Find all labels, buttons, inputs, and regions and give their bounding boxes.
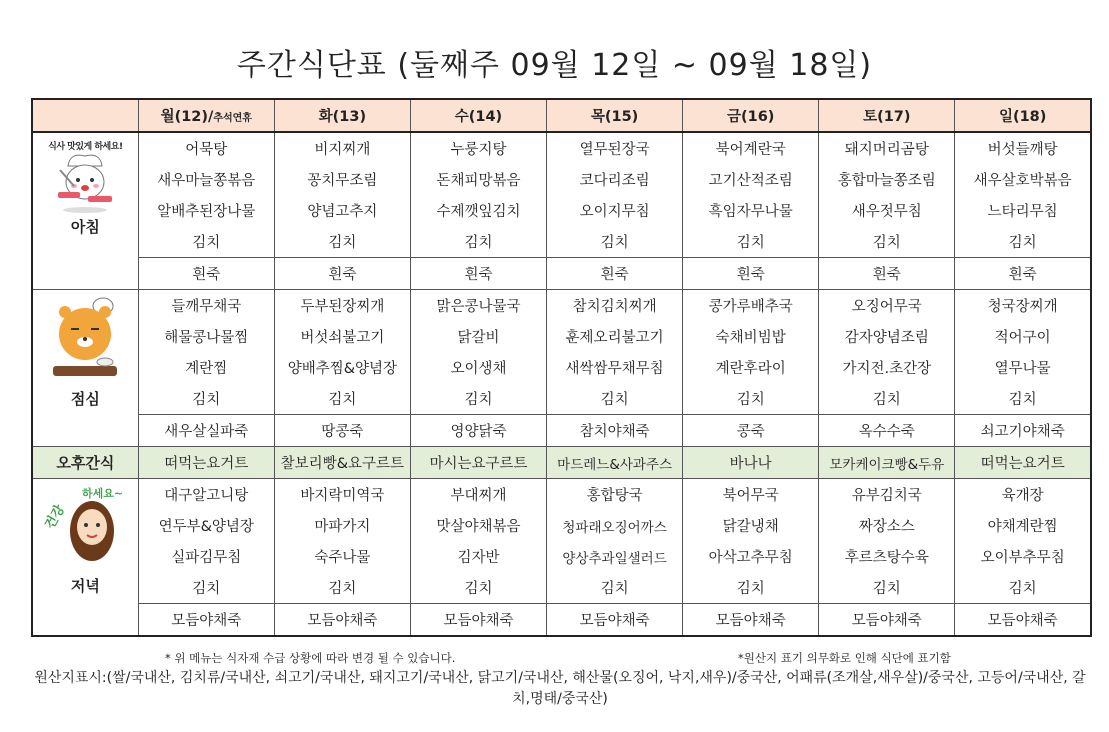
- lunch-item: 김치: [547, 383, 683, 415]
- dinner-porridge: 모듬야채죽: [410, 604, 546, 637]
- dinner-item: 야채계란찜: [955, 510, 1091, 541]
- lunch-item: 계란찜: [138, 352, 274, 383]
- dinner-item: 대구알고니탕: [138, 479, 274, 511]
- day-header-thu: 목(15): [547, 99, 683, 132]
- lunch-item: 참치김치찌개: [547, 290, 683, 322]
- lunch-item: 김치: [410, 383, 546, 415]
- breakfast-porridge: 흰죽: [547, 258, 683, 290]
- breakfast-item: 비지찌개: [274, 132, 410, 164]
- dinner-item: 아삭고추무침: [683, 541, 819, 572]
- breakfast-item: 양념고추지: [274, 195, 410, 226]
- breakfast-item: 느타리무침: [955, 195, 1091, 226]
- dinner-item: 마파가지: [274, 510, 410, 541]
- dinner-item: 짜장소스: [819, 510, 955, 541]
- lunch-item: 가지전.초간장: [819, 352, 955, 383]
- dinner-item: 부대찌개: [410, 479, 546, 511]
- breakfast-item: 김치: [547, 226, 683, 258]
- lunch-porridge: 새우살실파죽: [138, 415, 274, 447]
- lunch-item: 김치: [138, 383, 274, 415]
- day-header-sat: 토(17): [819, 99, 955, 132]
- lunch-item: 두부된장찌개: [274, 290, 410, 322]
- lunch-item: 닭갈비: [410, 321, 546, 352]
- breakfast-item: 버섯들깨탕: [955, 132, 1091, 164]
- dinner-item: 홍합탕국: [547, 479, 683, 511]
- lunch-item: 숙채비빔밥: [683, 321, 819, 352]
- origin-label-note: *원산지 표기 의무화로 인해 식단에 표기함: [738, 651, 951, 665]
- lunch-item: 오이생채: [410, 352, 546, 383]
- day-header-row: [32, 99, 1091, 132]
- day-header-fri: 금(16): [683, 99, 819, 132]
- breakfast-item: 김치: [274, 226, 410, 258]
- day-header-mon: [138, 99, 274, 132]
- lunch-item: 맑은콩나물국: [410, 290, 546, 322]
- day-header-sun: 일(18): [955, 99, 1091, 132]
- dinner-porridge: 모듬야채죽: [683, 604, 819, 637]
- page-title: 주간식단표 (둘째주 09월 12일 ~ 09월 18일): [236, 48, 873, 83]
- lunch-item: 콩가루배추국: [683, 290, 819, 322]
- lunch-item: 양배추찜&양념장: [274, 352, 410, 383]
- breakfast-porridge: 흰죽: [819, 258, 955, 290]
- breakfast-item: 김치: [683, 226, 819, 258]
- dinner-item: 김치: [410, 572, 546, 604]
- lunch-row-2: [32, 321, 1091, 352]
- breakfast-item: 돼지머리곰탕: [819, 132, 955, 164]
- breakfast-item: 꽁치무조림: [274, 164, 410, 195]
- breakfast-item: 오이지무침: [547, 195, 683, 226]
- lunch-porridge: 영양닭죽: [410, 415, 546, 447]
- breakfast-porridge: 흰죽: [683, 258, 819, 290]
- breakfast-label-cell: [32, 132, 138, 290]
- dinner-row-4: [32, 572, 1091, 604]
- lunch-item: 김치: [683, 383, 819, 415]
- breakfast-item: 북어계란국: [683, 132, 819, 164]
- lunch-porridge: 참치야채죽: [547, 415, 683, 447]
- breakfast-porridge: 흰죽: [410, 258, 546, 290]
- breakfast-item: 고기산적조림: [683, 164, 819, 195]
- dinner-item: 김치: [683, 572, 819, 604]
- lunch-item: 버섯쇠불고기: [274, 321, 410, 352]
- dinner-item: 육개장: [955, 479, 1091, 511]
- breakfast-item: 새우마늘쫑볶음: [138, 164, 274, 195]
- dinner-label-cell: [32, 479, 138, 637]
- dinner-item: 양상추과일샐러드: [547, 541, 683, 572]
- dinner-item: 유부김치국: [819, 479, 955, 511]
- day-header-wed: 수(14): [410, 99, 546, 132]
- girl-character-icon: [42, 483, 128, 573]
- lunch-item: 김치: [819, 383, 955, 415]
- lunch-item: 김치: [955, 383, 1091, 415]
- snack-label: 오후간식: [32, 447, 138, 479]
- breakfast-item: 알배추된장나물: [138, 195, 274, 226]
- breakfast-porridge-row: [32, 258, 1091, 290]
- breakfast-item: 새우살호박볶음: [955, 164, 1091, 195]
- lunch-porridge: 쇠고기야채죽: [955, 415, 1091, 447]
- holiday-note: 추석연휴: [213, 113, 252, 124]
- dinner-item: 김치: [274, 572, 410, 604]
- lunch-item: 들깨무채국: [138, 290, 274, 322]
- breakfast-item: 김치: [410, 226, 546, 258]
- snack-item: 마드레느&사과주스: [547, 447, 683, 479]
- breakfast-porridge: 흰죽: [955, 258, 1091, 290]
- dinner-porridge: 모듬야채죽: [547, 604, 683, 637]
- chef-character-icon: [50, 152, 120, 214]
- breakfast-porridge: 흰죽: [138, 258, 274, 290]
- lunch-porridge: 땅콩죽: [274, 415, 410, 447]
- breakfast-item: 김치: [819, 226, 955, 258]
- breakfast-item: 김치: [138, 226, 274, 258]
- dinner-item: 바지락미역국: [274, 479, 410, 511]
- lunch-porridge: 콩죽: [683, 415, 819, 447]
- dinner-item: 오이부추무침: [955, 541, 1091, 572]
- lunch-item: 청국장찌개: [955, 290, 1091, 322]
- dinner-row-2: [32, 510, 1091, 541]
- dinner-greeting-art: 건강: [42, 502, 69, 532]
- breakfast-item: 어묵탕: [138, 132, 274, 164]
- breakfast-row-1: [32, 132, 1091, 164]
- snack-item: 마시는요구르트: [410, 447, 546, 479]
- lunch-row-3: [32, 352, 1091, 383]
- dinner-label: 저녁: [70, 577, 100, 595]
- breakfast-item: 열무된장국: [547, 132, 683, 164]
- breakfast-label: 아침: [70, 218, 100, 236]
- lunch-porridge-row: [32, 415, 1091, 447]
- lunch-item: 새싹쌈무채무침: [547, 352, 683, 383]
- dinner-item: 북어무국: [683, 479, 819, 511]
- dinner-item: 김치: [138, 572, 274, 604]
- snack-item: 바나나: [683, 447, 819, 479]
- lunch-item: 적어구이: [955, 321, 1091, 352]
- breakfast-row-4: [32, 226, 1091, 258]
- day-header-tue: 화(13): [274, 99, 410, 132]
- dinner-item: 연두부&양념장: [138, 510, 274, 541]
- snack-row: [32, 447, 1091, 479]
- dinner-porridge: 모듬야채죽: [138, 604, 274, 637]
- breakfast-item: 수제깻잎김치: [410, 195, 546, 226]
- lunch-row-4: [32, 383, 1091, 415]
- snack-item: 모카케이크빵&두유: [819, 447, 955, 479]
- breakfast-item: 흑임자무나물: [683, 195, 819, 226]
- snack-item: 떠먹는요거트: [138, 447, 274, 479]
- breakfast-banner-text: 식사 맛있게 하세요!: [48, 142, 123, 152]
- dinner-porridge: 모듬야채죽: [955, 604, 1091, 637]
- lunch-item: 훈제오리불고기: [547, 321, 683, 352]
- dinner-item: 김치: [955, 572, 1091, 604]
- lunch-item: 해물콩나물찜: [138, 321, 274, 352]
- breakfast-item: 누룽지탕: [410, 132, 546, 164]
- breakfast-item: 김치: [955, 226, 1091, 258]
- header-corner: [32, 99, 138, 132]
- lunch-item: 오징어무국: [819, 290, 955, 322]
- dinner-item: 후르츠탕수육: [819, 541, 955, 572]
- lunch-item: 감자양념조림: [819, 321, 955, 352]
- lion-character-icon: [49, 296, 121, 382]
- lunch-item: 열무나물: [955, 352, 1091, 383]
- dinner-row-3: [32, 541, 1091, 572]
- lunch-item: 김치: [274, 383, 410, 415]
- breakfast-row-2: [32, 164, 1091, 195]
- dinner-greeting-art: 하세요~: [82, 487, 124, 500]
- breakfast-item: 새우젓무침: [819, 195, 955, 226]
- snack-item: 떠먹는요거트: [955, 447, 1091, 479]
- dinner-item: 김치: [819, 572, 955, 604]
- dinner-item: 김자반: [410, 541, 546, 572]
- dinner-item: 실파김무침: [138, 541, 274, 572]
- menu-change-note: * 위 메뉴는 식자재 수급 상황에 따라 변경 될 수 있습니다.: [165, 651, 456, 665]
- dinner-porridge: 모듬야채죽: [819, 604, 955, 637]
- dinner-porridge-row: [32, 604, 1091, 637]
- dinner-item: 김치: [547, 572, 683, 604]
- day-label: 월(12)/: [160, 109, 214, 125]
- dinner-item: 숙주나물: [274, 541, 410, 572]
- breakfast-porridge: 흰죽: [274, 258, 410, 290]
- dinner-item: 닭갈냉채: [683, 510, 819, 541]
- origin-info: 원산지표시:(쌀/국내산, 김치류/국내산, 쇠고기/국내산, 돼지고기/국내산, 닭고기/국내산, 해산물(오징어, 낙지,새우)/중국산, 어패류(조개살,새우살)/중국산, 고등어/국내산, 갈치,명태/중국산): [34, 670, 1086, 707]
- lunch-row-1: [32, 290, 1091, 322]
- dinner-item: 청파래오징어까스: [547, 510, 683, 541]
- lunch-porridge: 옥수수죽: [819, 415, 955, 447]
- weekly-menu-table: [31, 98, 1092, 637]
- lunch-label: 점심: [70, 390, 100, 408]
- breakfast-item: 홍합마늘쫑조림: [819, 164, 955, 195]
- snack-item: 찰보리빵&요구르트: [274, 447, 410, 479]
- breakfast-item: 코다리조림: [547, 164, 683, 195]
- lunch-label-cell: [32, 290, 138, 447]
- dinner-item: 맛살야채볶음: [410, 510, 546, 541]
- breakfast-item: 돈채피망볶음: [410, 164, 546, 195]
- breakfast-row-3: [32, 195, 1091, 226]
- dinner-porridge: 모듬야채죽: [274, 604, 410, 637]
- dinner-row-1: [32, 479, 1091, 511]
- lunch-item: 계란후라이: [683, 352, 819, 383]
